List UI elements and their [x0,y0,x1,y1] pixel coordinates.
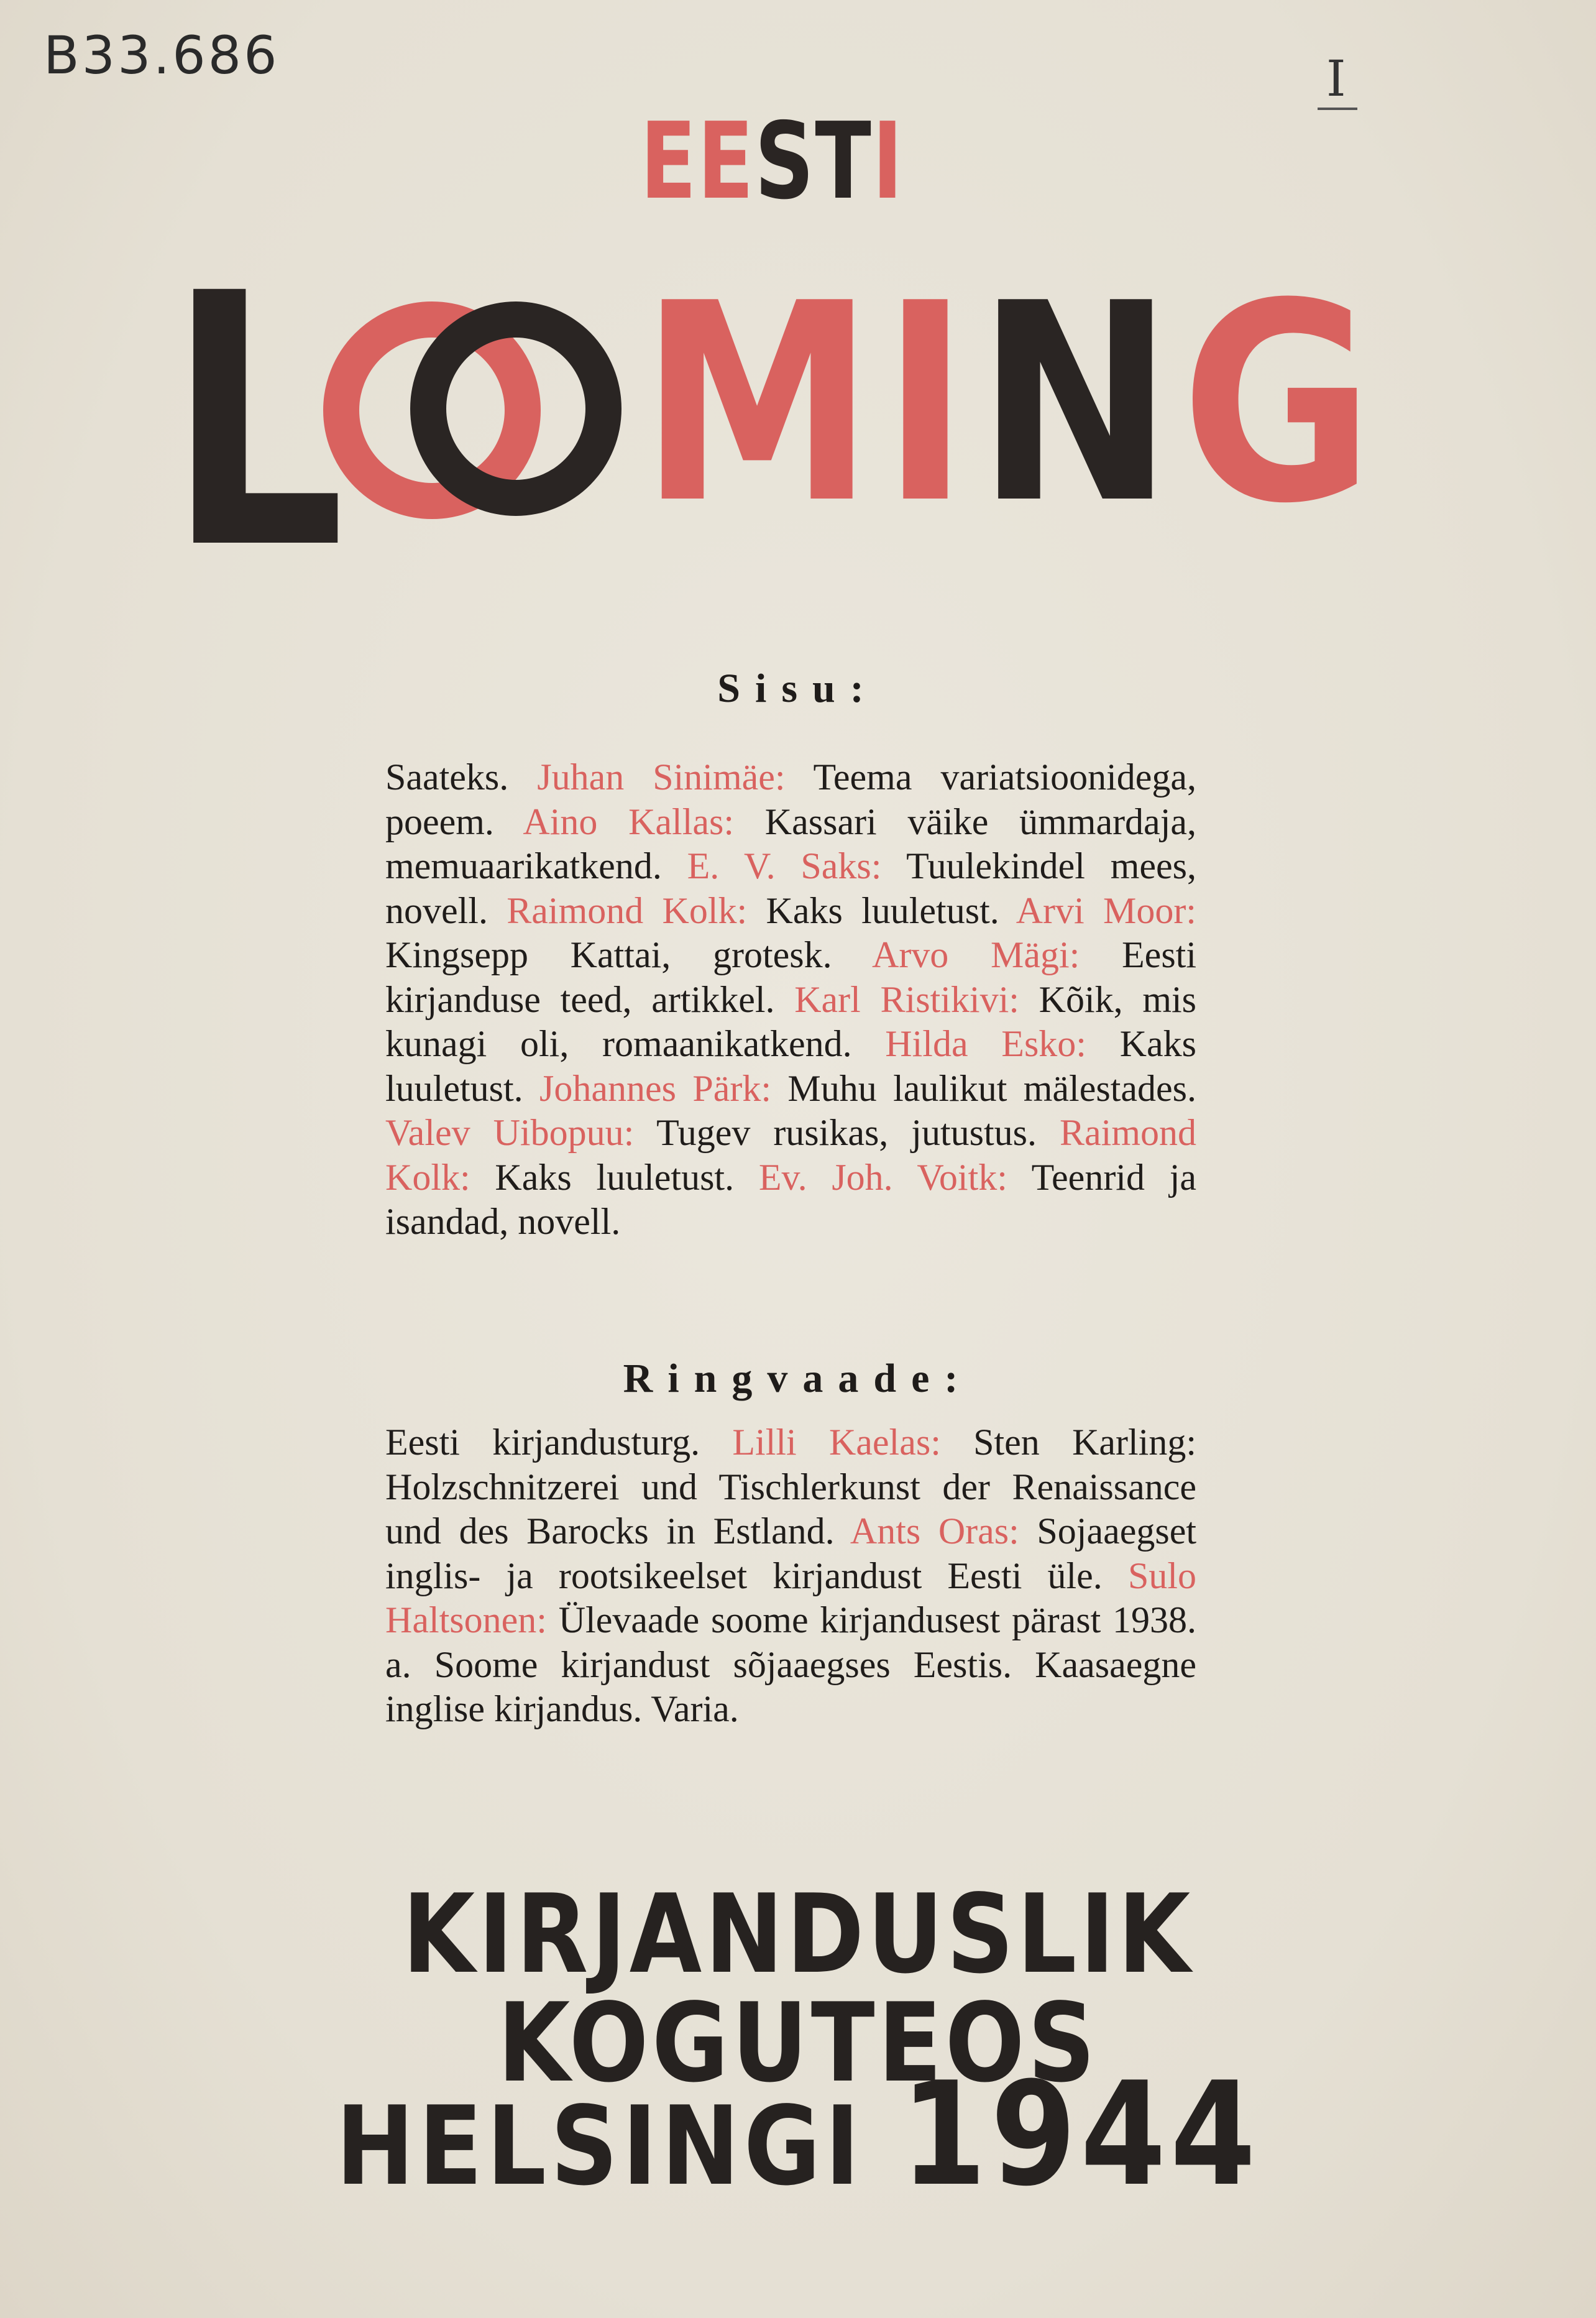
review-entry-title: Eesti kirjandusturg. [385,1422,700,1463]
contents-entry-title: Kaks luuletust. [766,890,999,931]
footer-imprint [112,2052,1484,2218]
contents-entry-title: Eesti kirjanduse teed, artikkel. [385,934,1197,1020]
contents-entry-title: Tuulekindel mees, novell. [385,845,1197,931]
review-entry-author: Ants Oras: [850,1511,1019,1552]
footer-subtitle: KIRJANDUSLIK KOGUTEOS [402,1872,1194,2107]
contents-entry-title: Saateks. [385,757,509,798]
contents-entry-author: Valev Uibopuu: [385,1112,635,1153]
masthead-looming [0,0,1596,625]
review-entry-title: Sojaaegset inglis- ja rootsikeelset kirjandust Eesti üle. [385,1511,1196,1596]
contents-entry-title: Kassari väike ümmardaja, memuaarikatkend. [385,801,1196,886]
eesti-part-1: EE [640,100,755,223]
review-entry-title: Sten Karling: Holzschnitzerei und Tischlerkunst der Renaissance und des Barocks in Estland. [385,1422,1197,1552]
looming-letter-l: L [168,220,346,625]
contents-list [385,755,1196,1244]
eesti-part-2: ST [754,100,873,223]
review-entry-author: Lilli Kaelas: [732,1422,941,1463]
looming-letters-ng-n: N [976,245,1181,563]
review-entry-title: Ülevaade soome kirjandusest pärast 1938. a. Soome kirjandust sõjaaegses Eestis. Kaasaegne inglise kirjandus. Varia. [385,1599,1196,1729]
shelfmark-note: B33.686 [44,25,280,86]
contents-entry-author: Karl Ristikivi: [794,978,1019,1020]
contents-entry-title: Teema variatsioonidega, poeem. [385,757,1196,842]
contents-entry-author: Aino Kallas: [523,801,735,842]
looming-letter-o-black [410,301,621,516]
contents-entry-author: Juhan Sinimäe: [537,757,786,798]
contents-heading: Sisu: [717,666,879,711]
looming-letters-ming [640,245,1382,563]
footer-city: HELSINGI [336,2084,864,2210]
contents-entry-author: Arvo Mägi: [872,934,1080,975]
contents-entry-title: Tugev rusikas, jutustus. [656,1112,1037,1153]
contents-entry-title: Teenrid ja isandad, novell. [385,1156,1196,1242]
contents-entry-author: E. V. Saks: [687,845,882,886]
contents-entry-author: Hilda Esko: [885,1023,1086,1064]
contents-entry-title: Kaks luuletust. [495,1156,735,1198]
review-entry-author: Sulo Haltsonen: [385,1555,1196,1640]
looming-letters-mi: MI [640,245,977,563]
contents-entry-title: Kingsepp Kattai, grotesk. [385,934,832,975]
eesti-part-3: I [872,100,904,223]
contents-entry-author: Arvi Moor: [1016,890,1196,931]
contents-entry-author: Raimond Kolk: [507,890,748,931]
contents-entry-author: Ev. Joh. Voitk: [758,1156,1007,1198]
volume-mark: I [1318,50,1357,110]
review-list [385,1420,1196,1732]
looming-letters-ng-g: G [1181,245,1382,563]
footer-year: 1944 [901,2052,1260,2218]
contents-entry-title: Muhu laulikut mälestades. [787,1067,1196,1109]
contents-entry-title: Kaks luuletust. [385,1023,1197,1109]
contents-entry-title: Kõik, mis kunagi oli, romaanikatkend. [385,978,1197,1064]
contents-entry-author: Johannes Pärk: [539,1067,772,1109]
contents-entry-author: Raimond Kolk: [385,1112,1196,1198]
review-heading: Ringvaade: [623,1356,973,1401]
